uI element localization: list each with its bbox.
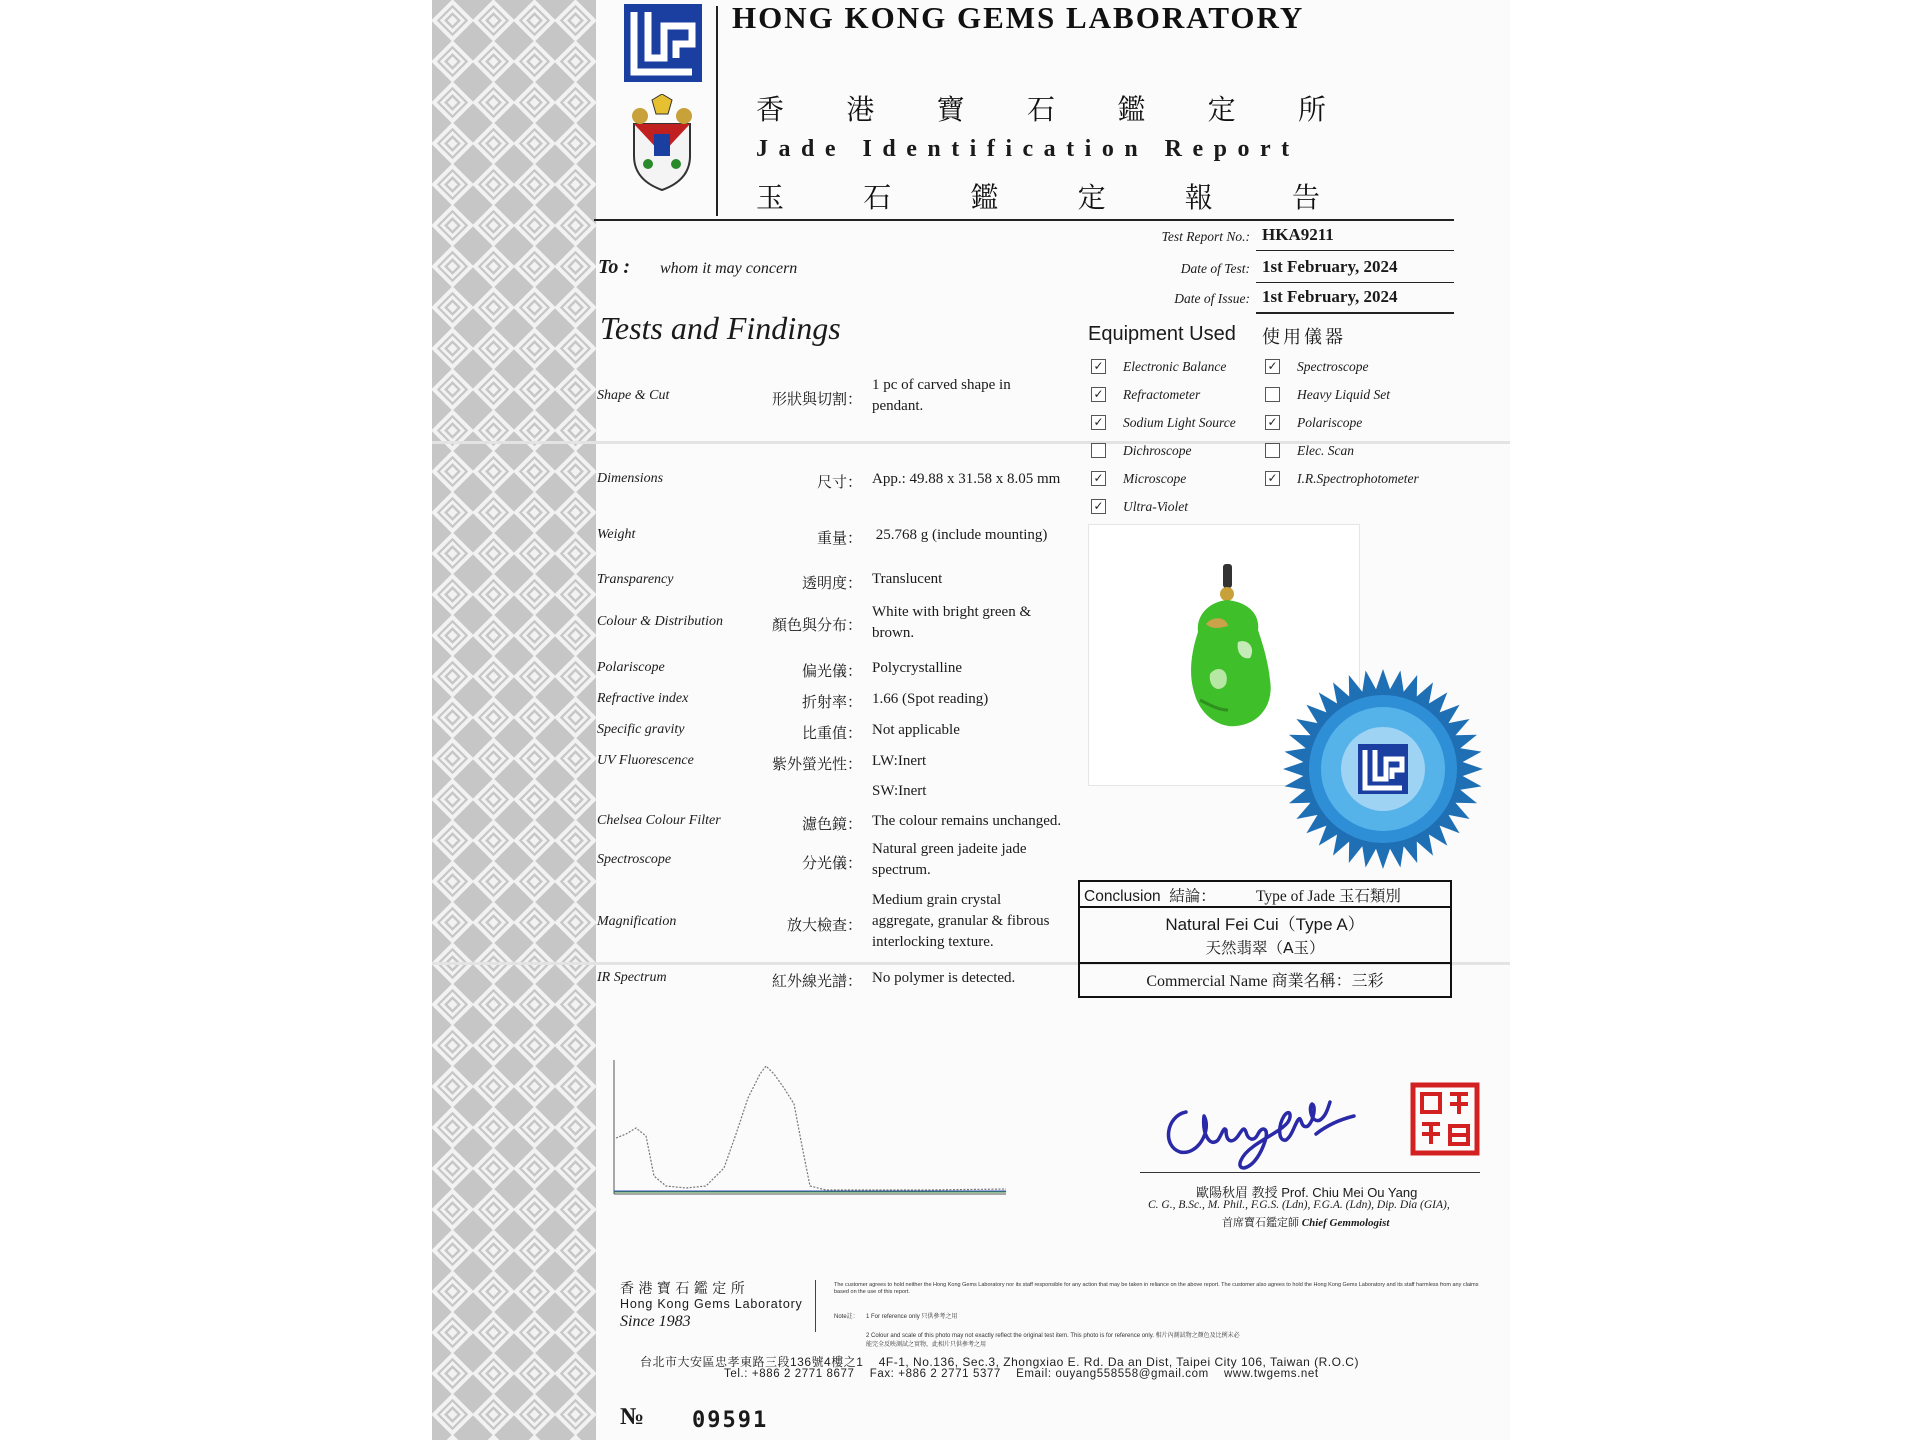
finding-label-zh: 偏光儀： [801,662,862,680]
finding-label-zh: 分光儀： [801,854,862,872]
footer-note-2b: 能完全反映測試之實物，此相片只供參考之用 [866,1342,987,1348]
finding-value: White with bright green & brown. [872,604,1032,641]
equipment-title-en: Equipment Used [1088,323,1236,345]
equipment-checkbox[interactable]: ✓ [1265,359,1280,374]
date-of-issue-value: 1st February, 2024 [1262,287,1398,306]
finding-label: UV Fluorescence [597,753,694,768]
footer-address: 台北市大安區忠孝東路三段136號4樓之1 4F-1, No.136, Sec.3, Zhongxiao E. Rd. Da an Dist, Taipei City 106, Taiwan (R.O.C) [640,1355,1359,1369]
decorative-border [432,0,596,1440]
finding-value: LW:Inert [872,753,927,769]
finding-value: Not applicable [872,722,960,738]
equipment-checkbox[interactable]: ✓ [1265,415,1280,430]
equipment-checkbox[interactable]: ✓ [1091,415,1106,430]
meta-rule [1256,250,1454,251]
header-rule [594,219,1454,221]
signatory-credentials: C. G., B.Sc., M. Phil., F.G.S. (Ldn), F.G.A. (Ldn), Dip. Dia (GIA), [1148,1199,1450,1211]
date-of-test-value: 1st February, 2024 [1262,257,1398,276]
finding-label: Spectroscope [597,852,672,867]
finding-label: Chelsea Colour Filter [597,813,721,828]
equipment-label: Electronic Balance [1123,359,1227,374]
lab-name-en: HONG KONG GEMS LABORATORY [732,0,1305,35]
signatory-title-en: Chief Gemmologist [1301,1217,1390,1229]
equipment-label: Ultra-Violet [1123,499,1188,514]
date-of-test-label: Date of Test: [1180,261,1250,276]
footer-divider [815,1280,816,1332]
to-label: To : [598,256,631,278]
equipment-title-zh: 使用儀器 [1262,327,1346,348]
finding-label-zh: 尺寸： [816,473,862,491]
finding-value: App.: 49.88 x 31.58 x 8.05 mm [872,471,1061,487]
finding-label-zh: 放大檢查： [786,916,862,934]
conclusion-header-row [1080,882,1450,908]
equipment-checkbox[interactable]: ✓ [1091,471,1106,486]
ir-spectrum-chart [606,1054,1014,1202]
lab-logo-icon [624,4,702,82]
equipment-checkbox[interactable]: ✓ [1265,471,1280,486]
footer-note-1: 1 For reference only 只供參考之用 [866,1314,958,1320]
equipment-label: Refractometer [1123,387,1201,402]
footer-disclaimer: The customer agrees to hold neither the Hong Kong Gems Laboratory nor its staff responsible for any action that may be taken in reliance on the above report. The customer also agrees to hold the Hong Kong Gems Laboratory and its staff harmless from any claims based on the use of this report. [834,1282,1479,1295]
date-of-issue-label: Date of Issue: [1174,291,1250,306]
equipment-checkbox[interactable] [1265,387,1280,402]
to-value: whom it may concern [660,260,798,277]
finding-value: Natural green jadeite jade spectrum. [872,841,1027,878]
findings-title: Tests and Findings [600,310,841,346]
report-no-label: Test Report No.: [1161,229,1250,244]
footer-lab-en: Hong Kong Gems Laboratory [620,1297,803,1311]
footer-lab-zh: 香 港 寶 石 鑑 定 所 [620,1281,745,1297]
equipment-label: Heavy Liquid Set [1297,387,1390,402]
finding-label-zh: 顏色與分布： [771,616,862,634]
finding-label: Weight [597,527,636,542]
finding-label: Shape & Cut [597,388,670,403]
signature-image [1158,1090,1374,1174]
finding-value: Translucent [872,571,943,587]
report-no-value: HKA9211 [1262,225,1334,244]
conclusion-result-en: Natural Fei Cui（Type A） [1165,915,1365,934]
finding-label: IR Spectrum [597,970,667,985]
finding-label-zh: 形狀與切割： [771,390,862,408]
serial-label: № [620,1404,645,1430]
serial-number: 09591 [692,1408,769,1433]
finding-value: 1 pc of carved shape in pendant. [872,377,1011,414]
equipment-label: Polariscope [1297,415,1363,430]
equipment-label: Spectroscope [1297,359,1369,374]
equipment-checkbox[interactable] [1265,443,1280,458]
signatory-title-zh: 首席寶石鑑定師 [1222,1216,1299,1229]
finding-label-zh: 紅外線光譜： [771,972,862,990]
equipment-checkbox[interactable]: ✓ [1091,499,1106,514]
finding-label: Specific gravity [597,722,685,737]
equipment-label: Dichroscope [1123,443,1192,458]
hologram-seal-icon [1280,666,1486,872]
equipment-checkbox[interactable] [1091,443,1106,458]
finding-value: 1.66 (Spot reading) [872,691,989,707]
equipment-checkbox[interactable]: ✓ [1091,387,1106,402]
footer-since: Since 1983 [620,1313,691,1330]
footer-note-label: Note註： [834,1314,859,1320]
report-title-zh: 玉 石 鑑 定 報 告 [756,181,1320,214]
crest-icon [624,94,700,194]
conclusion-divider [1080,962,1450,964]
conclusion-result-zh: 天然翡翠（A玉） [1205,939,1325,957]
report-title-en: Jade Identification Report [756,136,1300,162]
finding-label: Colour & Distribution [597,614,724,629]
red-seal-stamp [1410,1082,1480,1156]
equipment-label: I.R.Spectrophotometer [1297,471,1419,486]
finding-label-zh: 紫外螢光性： [771,755,862,773]
equipment-label: Microscope [1123,471,1187,486]
jade-type-label: Type of Jade 玉石類別 [1256,888,1401,905]
footer-note-2: 2 Colour and scale of this photo may not exactly reflect the original test item. This photo is for reference only. 相片內測試物之顏色及比例未必 [866,1333,1240,1339]
finding-value-2: SW:Inert [872,783,927,799]
equipment-label: Sodium Light Source [1123,415,1236,430]
finding-label-zh: 折射率： [801,693,862,711]
equipment-label: Elec. Scan [1297,443,1354,458]
finding-value: Medium grain crystal aggregate, granular & fibrous interlocking texture. [872,892,1050,950]
lab-name-zh: 香 港 寶 石 鑑 定 所 [756,93,1326,126]
equipment-checkbox[interactable]: ✓ [1091,359,1106,374]
signature-line [1140,1172,1480,1173]
finding-value: 25.768 g (include mounting) [872,527,1048,543]
conclusion-box [1078,880,1452,998]
footer-contact: Tel.: +886 2 2771 8677 Fax: +886 2 2771 5377 Email: ouyang558558@gmail.com www.twgems.net [724,1368,1319,1380]
finding-value: No polymer is detected. [872,970,1016,986]
finding-label: Dimensions [597,471,664,486]
finding-label: Polariscope [597,660,665,675]
meta-rule [1256,312,1454,314]
header-divider [716,6,718,216]
signatory-name: 歐陽秋眉 教授 Prof. Chiu Mei Ou Yang [1196,1185,1418,1200]
finding-label: Transparency [597,572,674,587]
finding-value: Polycrystalline [872,660,962,676]
signatory-title [1222,1214,1389,1230]
finding-label-zh: 比重值： [801,724,862,742]
finding-label-zh: 透明度： [801,574,862,592]
finding-label-zh: 濾色鏡： [801,815,862,833]
finding-label-zh: 重量： [816,529,862,547]
finding-label: Refractive index [597,691,689,706]
commercial-name: Commercial Name 商業名稱：三彩 [1146,973,1384,990]
meta-rule [1256,282,1454,283]
finding-value: The colour remains unchanged. [872,813,1062,829]
conclusion-label: Conclusion 結論： [1084,888,1216,905]
finding-label: Magnification [597,914,677,929]
